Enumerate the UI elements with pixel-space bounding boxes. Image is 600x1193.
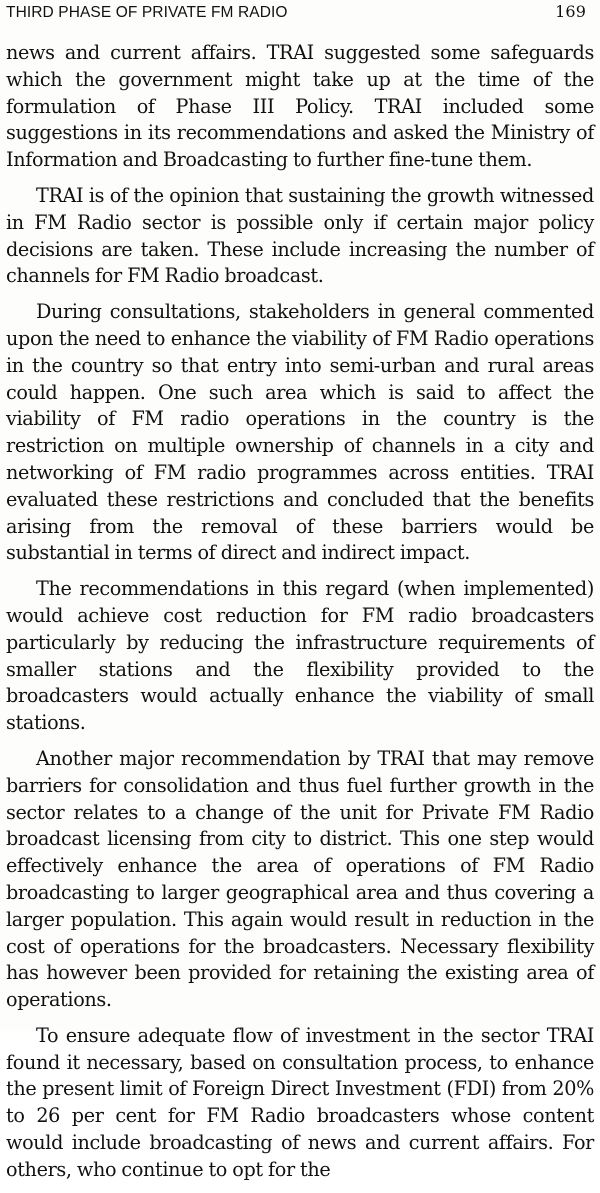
running-header <box>6 2 586 24</box>
paragraph-continued: news and current affairs. TRAI suggested some safeguards which the government might take up at the time of the formulation of Phase III Policy. TRAI included some suggestions in its recommendations and asked the Ministry of Information and Broadcasting to further fine-tune them. <box>6 41 594 172</box>
paragraph: TRAI is of the opinion that sustaining the growth witnessed in FM Radio sector is possible only if certain major policy decisions are taken. These include increasing the number of channels for FM Radio broadcast. <box>6 183 594 288</box>
page-number: 169 <box>555 2 586 21</box>
paragraph: During consultations, stakeholders in general commented upon the need to enhance the viability of FM Radio operations in the country so that entry into semi-urban and rural areas could happen. One such area which is said to affect the viability of FM radio operations in the country is the restriction on multiple ownership of channels in a city and networking of FM radio programmes across entities. TRAI evaluated these restrictions and concluded that the benefits arising from the removal of these barriers would be substantial in terms of direct and indirect impact. <box>6 300 594 565</box>
running-title: THIRD PHASE OF PRIVATE FM RADIO <box>6 4 288 21</box>
paragraph: To ensure adequate flow of investment in the sector TRAI found it necessary, based on consultation process, to enhance the present limit of Foreign Direct Investment (FDI) from 20% to 26 per cent for FM Radio broadcasters whose content would include broadcasting of news and current affairs. For others, who continue to opt for the <box>6 1023 594 1181</box>
body-text <box>6 40 594 1193</box>
paragraph: Another major recommendation by TRAI that may remove barriers for consolidation and thus fuel further growth in the sector relates to a change of the unit for Private FM Radio broadcast licensing from city to district. This one step would effectively enhance the area of operations of FM Radio broadcasting to larger geographical area and thus covering a larger population. This again would result in reduction in the cost of operations for the broadcasters. Necessary flexibility has however been provided for retaining the existing area of operations. <box>6 746 594 1012</box>
paragraph: The recommendations in this regard (when implemented) would achieve cost reduction for FM radio broadcasters particularly by reducing the infrastructure requirements of smaller stations and the flexibility provided to the broadcasters would actually enhance the viability of small stations. <box>6 577 594 735</box>
